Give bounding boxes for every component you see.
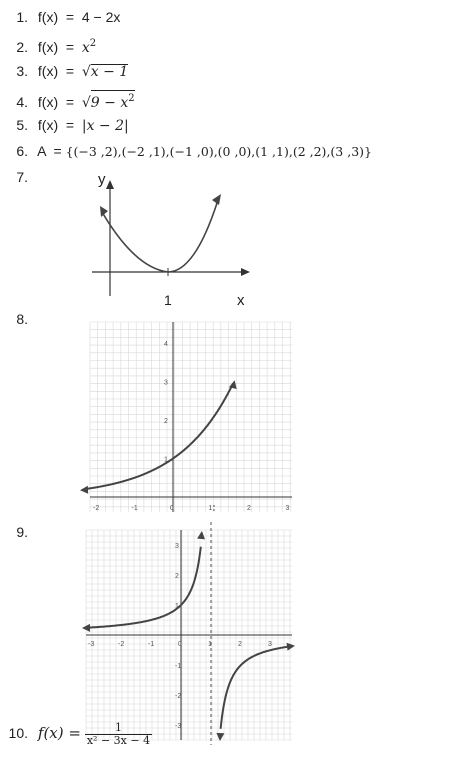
radicand: x − 1 — [90, 64, 129, 80]
x-tick-label: 2 — [238, 641, 242, 648]
y-tick-label: 2 — [175, 573, 179, 580]
x-tick-label: 1 — [208, 505, 213, 512]
radical-sign: √ — [81, 95, 91, 111]
x-axis-label: x — [237, 292, 245, 309]
x-tick-label: -1 — [131, 505, 138, 512]
equals-sign: = — [65, 39, 75, 55]
set-name: A — [37, 143, 46, 159]
function-expression: |x − 2| — [81, 118, 129, 134]
function-name: f(x) — [37, 63, 59, 79]
item-number: 2. — [16, 39, 28, 55]
item-number: 4. — [16, 94, 28, 110]
function-expression: 4 − 2x — [81, 9, 121, 25]
function-name: f(x) — [37, 39, 59, 55]
equals-sign: = — [65, 94, 75, 110]
fraction — [85, 722, 152, 747]
numerator: 1 — [85, 722, 152, 735]
function-name: f(x) — [37, 9, 59, 25]
equals-sign: = — [65, 117, 75, 133]
item-number: 9. — [16, 524, 28, 540]
function-name: f(x) — [37, 94, 59, 110]
x-tick-label: 0 — [178, 641, 182, 648]
y-tick-label: 3 — [175, 543, 179, 550]
item-number: 6. — [16, 143, 28, 159]
y-tick-label: 1 — [175, 603, 179, 610]
x-tick-label: 3 — [285, 505, 290, 512]
ordered-pairs: {(−3 ,2),(−2 ,1),(−1 ,0),(0 ,0),(1 ,1),(2 ,2),(3 ,3)} — [65, 144, 372, 159]
x-tick-label: 1 — [164, 292, 172, 308]
x-tick-label: -1 — [148, 641, 155, 648]
item-number: 5. — [16, 117, 28, 133]
x-tick-label: 0 — [170, 505, 174, 512]
y-tick-label: 3 — [164, 379, 168, 387]
x-tick-label: 2 — [247, 505, 251, 512]
denominator: x² − 3x − 4 — [86, 734, 151, 747]
function-name: f(x) = — [37, 724, 81, 743]
y-tick-label: -3 — [175, 723, 182, 730]
equals-sign: = — [65, 63, 75, 79]
exponent: 2 — [128, 93, 135, 104]
item-10 — [8, 722, 152, 747]
radicand: 9 − x — [90, 95, 129, 111]
x-tick-label: 3 — [268, 641, 272, 648]
item-number: 10. — [8, 725, 28, 742]
y-tick-label: 1 — [164, 456, 168, 464]
x-tick-label: -2 — [93, 505, 100, 512]
function-name: f(x) — [37, 117, 59, 133]
equals-sign: = — [53, 143, 62, 159]
y-tick-label: -1 — [175, 663, 182, 670]
function-expression-base: x — [81, 40, 90, 56]
radical-sign: √ — [81, 64, 91, 80]
exponent: 2 — [89, 38, 97, 49]
item-number: 1. — [16, 9, 28, 25]
item-number: 3. — [16, 63, 28, 79]
curve-arrow-up — [197, 531, 205, 539]
y-axis-label: y — [98, 171, 106, 188]
x-tick-label: -2 — [118, 641, 125, 648]
y-tick-label: 2 — [164, 418, 168, 425]
left-branch-curve — [88, 547, 201, 628]
item-number: 8. — [16, 311, 28, 327]
item-number: 7. — [16, 169, 28, 185]
equals-sign: = — [65, 9, 75, 25]
x-tick-label: -3 — [88, 641, 95, 648]
x-tick-label: 1 — [208, 641, 212, 648]
y-tick-label: -2 — [175, 693, 182, 700]
y-tick-label: 4 — [164, 341, 168, 348]
